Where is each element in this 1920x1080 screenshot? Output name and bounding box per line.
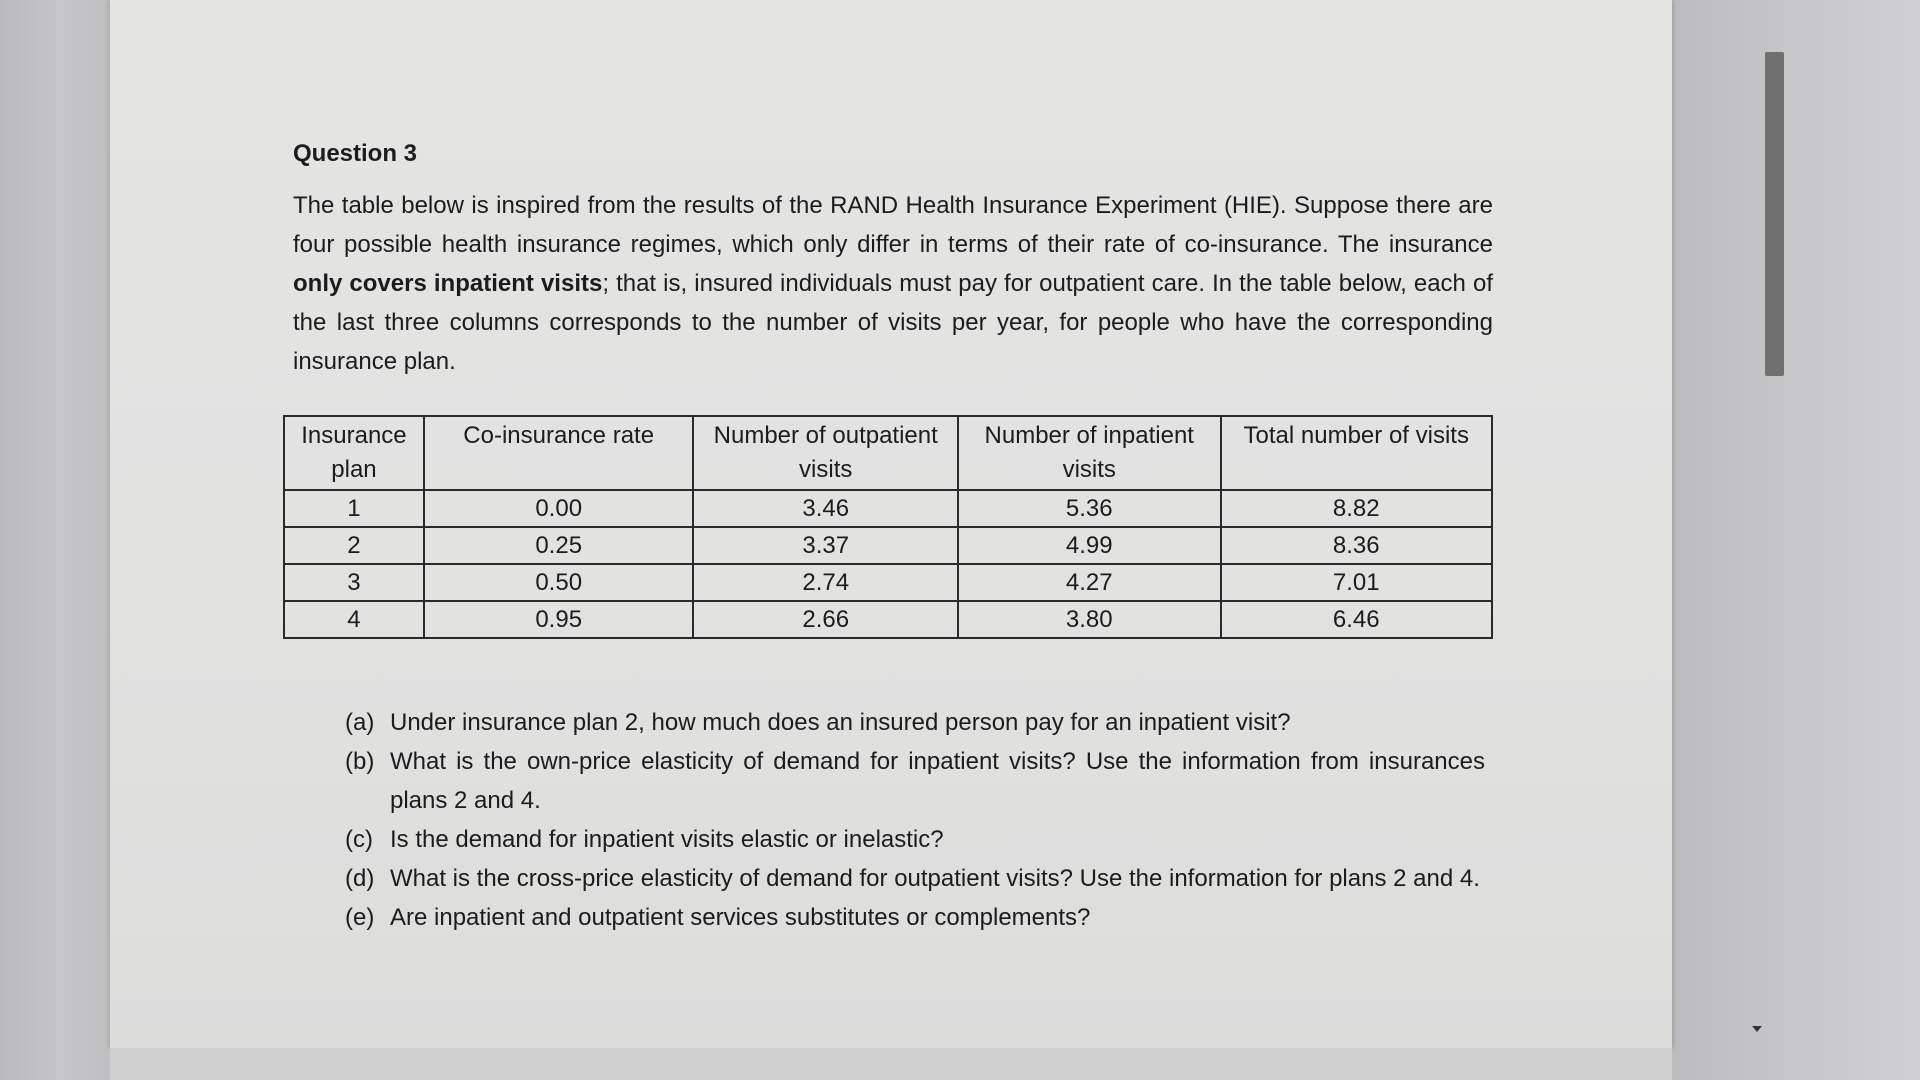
- subquestion-label: (d): [345, 865, 375, 892]
- subquestion-b: [345, 742, 1485, 820]
- header-inpatient-visits: Number of inpatient visits: [958, 416, 1221, 490]
- scroll-down-arrow-icon[interactable]: [1752, 1026, 1762, 1032]
- cell-coinsurance: 0.95: [424, 601, 694, 638]
- cell-outpatient: 2.74: [693, 564, 958, 601]
- intro-bold-text: only covers inpatient visits: [293, 270, 603, 297]
- subquestion-text: What is the cross-price elasticity of demand for outpatient visits? Use the information for plans 2 and 4.: [390, 865, 1480, 892]
- cell-total: 7.01: [1221, 564, 1493, 601]
- cell-plan: 4: [284, 601, 424, 638]
- table-row: [284, 601, 1492, 638]
- document-page: [110, 0, 1672, 1048]
- subquestion-text: Is the demand for inpatient visits elastic or inelastic?: [390, 826, 944, 853]
- page-bottom-edge: [110, 1048, 1672, 1080]
- cell-outpatient: 3.46: [693, 490, 958, 527]
- table-row: [284, 527, 1492, 564]
- subquestion-c: [345, 820, 1485, 859]
- cell-coinsurance: 0.50: [424, 564, 694, 601]
- question-intro: [293, 186, 1493, 381]
- header-total-visits: Total number of visits: [1221, 416, 1493, 490]
- header-coinsurance-rate: Co-insurance rate: [424, 416, 694, 490]
- subquestion-label: (b): [345, 748, 375, 775]
- subquestion-d: [345, 859, 1485, 898]
- insurance-table: [283, 415, 1493, 639]
- cell-total: 6.46: [1221, 601, 1493, 638]
- cell-coinsurance: 0.00: [424, 490, 694, 527]
- cell-outpatient: 2.66: [693, 601, 958, 638]
- cell-inpatient: 4.27: [958, 564, 1221, 601]
- cell-coinsurance: 0.25: [424, 527, 694, 564]
- cell-inpatient: 5.36: [958, 490, 1221, 527]
- intro-text-2: ; that is, insured individuals must pay for outpatient care. In the table below, each of the last three columns corresponds to the number of visits per year, for people who have the corresponding insurance plan.: [293, 270, 1493, 375]
- header-outpatient-visits: Number of outpatient visits: [693, 416, 958, 490]
- subquestion-text: Under insurance plan 2, how much does an insured person pay for an inpatient visit?: [390, 709, 1291, 736]
- cell-inpatient: 3.80: [958, 601, 1221, 638]
- cell-plan: 2: [284, 527, 424, 564]
- subquestion-label: (e): [345, 904, 375, 931]
- cell-plan: 3: [284, 564, 424, 601]
- question-title: Question 3: [293, 140, 418, 167]
- table-header-row: [284, 416, 1492, 490]
- cell-total: 8.36: [1221, 527, 1493, 564]
- table-row: [284, 490, 1492, 527]
- subquestion-label: (c): [345, 826, 373, 853]
- table-row: [284, 564, 1492, 601]
- document-content: [293, 140, 1493, 937]
- subquestion-text: Are inpatient and outpatient services substitutes or complements?: [390, 904, 1091, 931]
- subquestion-a: [345, 703, 1485, 742]
- vertical-scrollbar-thumb[interactable]: [1765, 52, 1784, 376]
- subquestion-e: [345, 898, 1485, 937]
- cell-outpatient: 3.37: [693, 527, 958, 564]
- subquestion-label: (a): [345, 709, 375, 736]
- subquestion-list: [345, 703, 1485, 937]
- header-insurance-plan: Insurance plan: [284, 416, 424, 490]
- intro-text-1: The table below is inspired from the results of the RAND Health Insurance Experiment (HIE). Suppose there are four possible health insurance regimes, which only differ in terms of their rate of co-insurance. The insurance: [293, 192, 1493, 258]
- cell-plan: 1: [284, 490, 424, 527]
- cell-total: 8.82: [1221, 490, 1493, 527]
- subquestion-text: What is the own-price elasticity of demand for inpatient visits? Use the information from insurances plans 2 and 4.: [390, 748, 1485, 814]
- cell-inpatient: 4.99: [958, 527, 1221, 564]
